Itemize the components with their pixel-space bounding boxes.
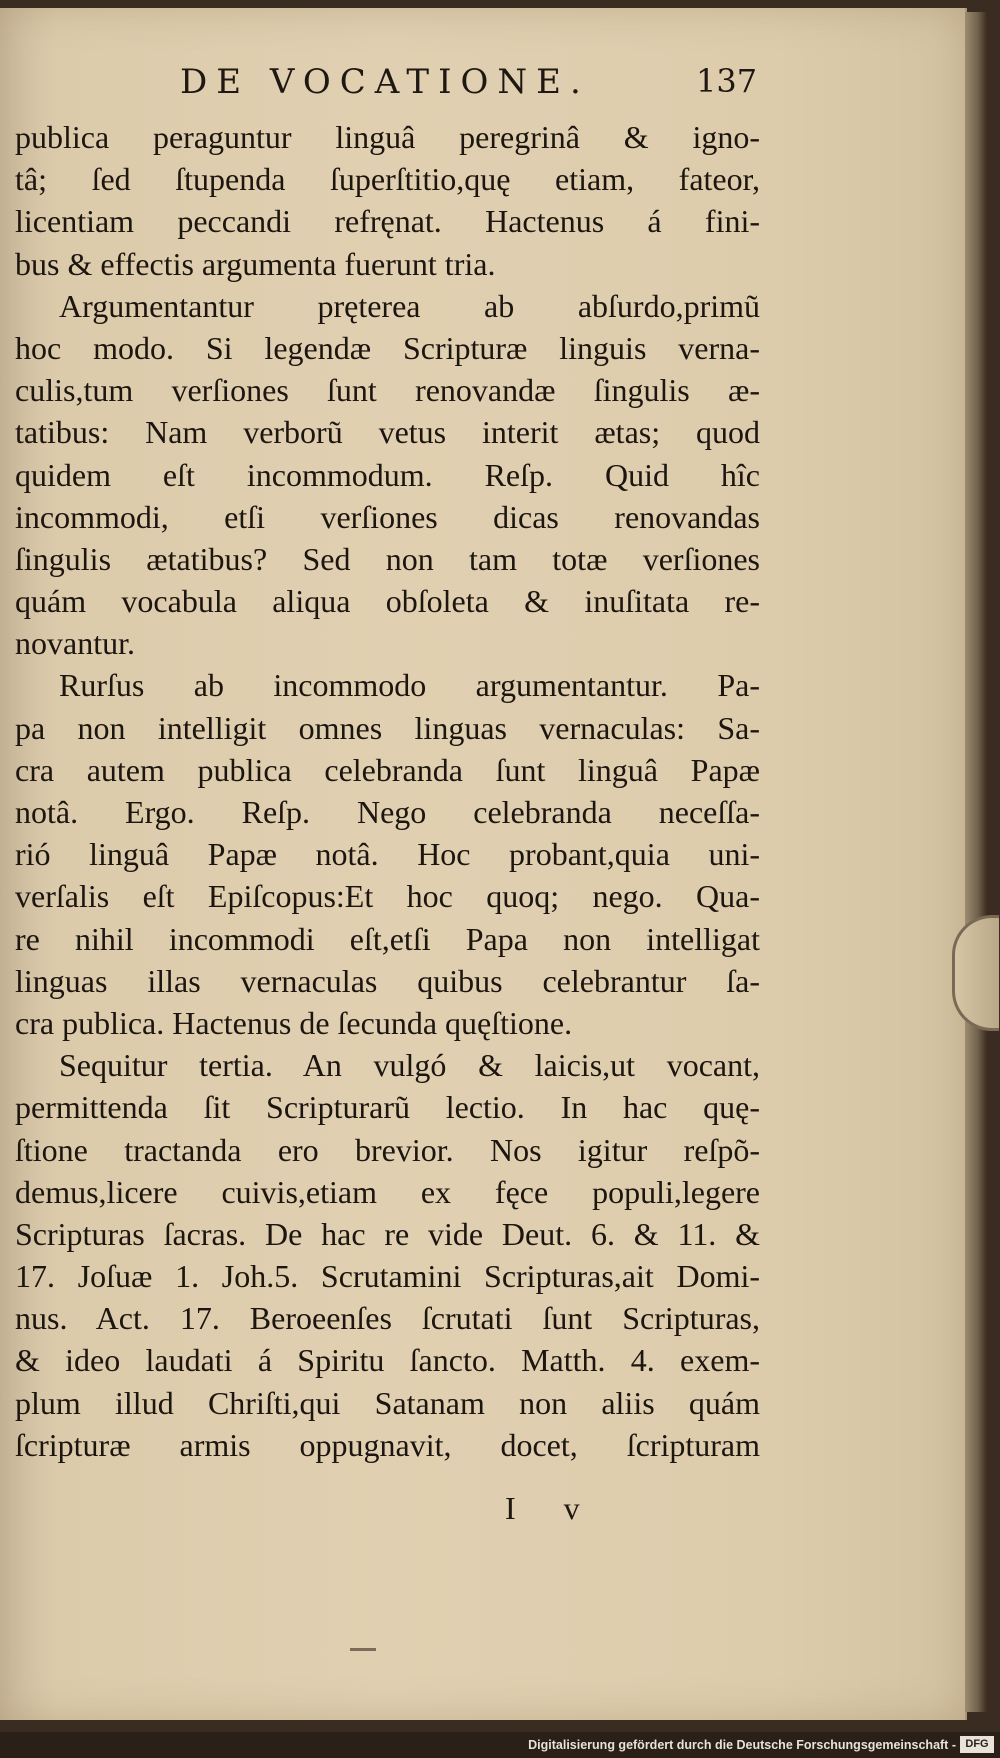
- text-line: culis,tum verſiones ſunt renovandæ ſingulis æ-: [15, 372, 760, 409]
- text-line: demus,licere cuivis,etiam ex fęce populi,legere: [15, 1173, 760, 1210]
- text-line: quám vocabula aliqua obſoleta & inuſitata re-: [15, 583, 760, 620]
- ink-smudge: [350, 1648, 376, 1651]
- text-line: pa non intelligit omnes linguas vernaculas: Sa-: [15, 709, 760, 746]
- text-line: permittenda ſit Scripturarũ lectio. In hac quę-: [15, 1089, 760, 1126]
- text-line: Argumentantur pręterea ab abſurdo,primũ: [59, 287, 760, 324]
- text-line: ſtione tractanda ero brevior. Nos igitur reſpõ-: [15, 1131, 760, 1168]
- page-tab-notch: [952, 915, 999, 1031]
- text-line: tatibus: Nam verborũ vetus interit ætas; quod: [15, 414, 760, 451]
- text-line: linguas illas vernaculas quibus celebrantur ſa-: [15, 962, 760, 999]
- text-line: ſcripturæ armis oppugnavit, docet, ſcripturam: [15, 1426, 760, 1463]
- text-line: licentiam peccandi refręnat. Hactenus á fini-: [15, 203, 760, 240]
- page-edge: [965, 12, 987, 1712]
- text-line: hoc modo. Si legendæ Scripturæ linguis verna-: [15, 329, 760, 366]
- text-line: bus & effectis argumenta fuerunt tria.: [15, 245, 496, 282]
- text-line: ſingulis ætatibus? Sed non tam totæ verſiones: [15, 540, 760, 577]
- text-line: Rurſus ab incommodo argumentantur. Pa-: [59, 667, 760, 704]
- running-head-title: DE VOCATIONE.: [180, 62, 590, 102]
- text-line: cra publica. Hactenus de ſecunda quęſtione.: [15, 1004, 573, 1041]
- text-line: notâ. Ergo. Reſp. Nego celebranda neceſſa-: [15, 794, 760, 830]
- text-line: tâ; ſed ſtupenda ſuperſtitio,quę etiam, fateor,: [15, 161, 760, 198]
- text-line: & ideo laudati á Spiritu ſancto. Matth. 4. exem-: [15, 1342, 760, 1379]
- page-number: 137: [696, 62, 758, 100]
- text-line: Scripturas ſacras. De hac re vide Deut. 6. & 11. &: [15, 1215, 760, 1252]
- dfg-logo: DFG: [960, 1736, 994, 1753]
- text-line: novantur.: [15, 625, 135, 662]
- text-line: verſalis eſt Epiſcopus:Et hoc quoq; nego. Qua-: [15, 878, 760, 915]
- running-head: [0, 62, 965, 110]
- text-line: incommodi, etſi verſiones dicas renovandas: [15, 498, 760, 535]
- digitization-credit: Digitalisierung gefördert durch die Deutsche Forschungsgemeinschaft -: [528, 1738, 956, 1752]
- text-line: Sequitur tertia. An vulgó & laicis,ut vocant,: [59, 1047, 760, 1084]
- text-line: plum illud Chriſti,qui Satanam non aliis quám: [15, 1384, 760, 1421]
- body-text: [15, 116, 760, 1466]
- text-line: publica peraguntur linguâ peregrinâ & igno-: [15, 119, 760, 155]
- text-line: 17. Joſuæ 1. Joh.5. Scrutamini Scripturas,ait Domi-: [15, 1258, 760, 1295]
- text-line: rió linguâ Papæ notâ. Hoc probant,quia uni-: [15, 836, 760, 873]
- text-line: re nihil incommodi eſt,etſi Papa non intelligat: [15, 920, 760, 957]
- text-line: quidem eſt incommodum. Reſp. Quid hîc: [15, 456, 760, 493]
- text-line: cra autem publica celebranda ſunt linguâ Papæ: [15, 751, 760, 788]
- text-line: nus. Act. 17. Beroeenſes ſcrutati ſunt Scripturas,: [15, 1300, 760, 1337]
- catchword: I v: [505, 1490, 600, 1526]
